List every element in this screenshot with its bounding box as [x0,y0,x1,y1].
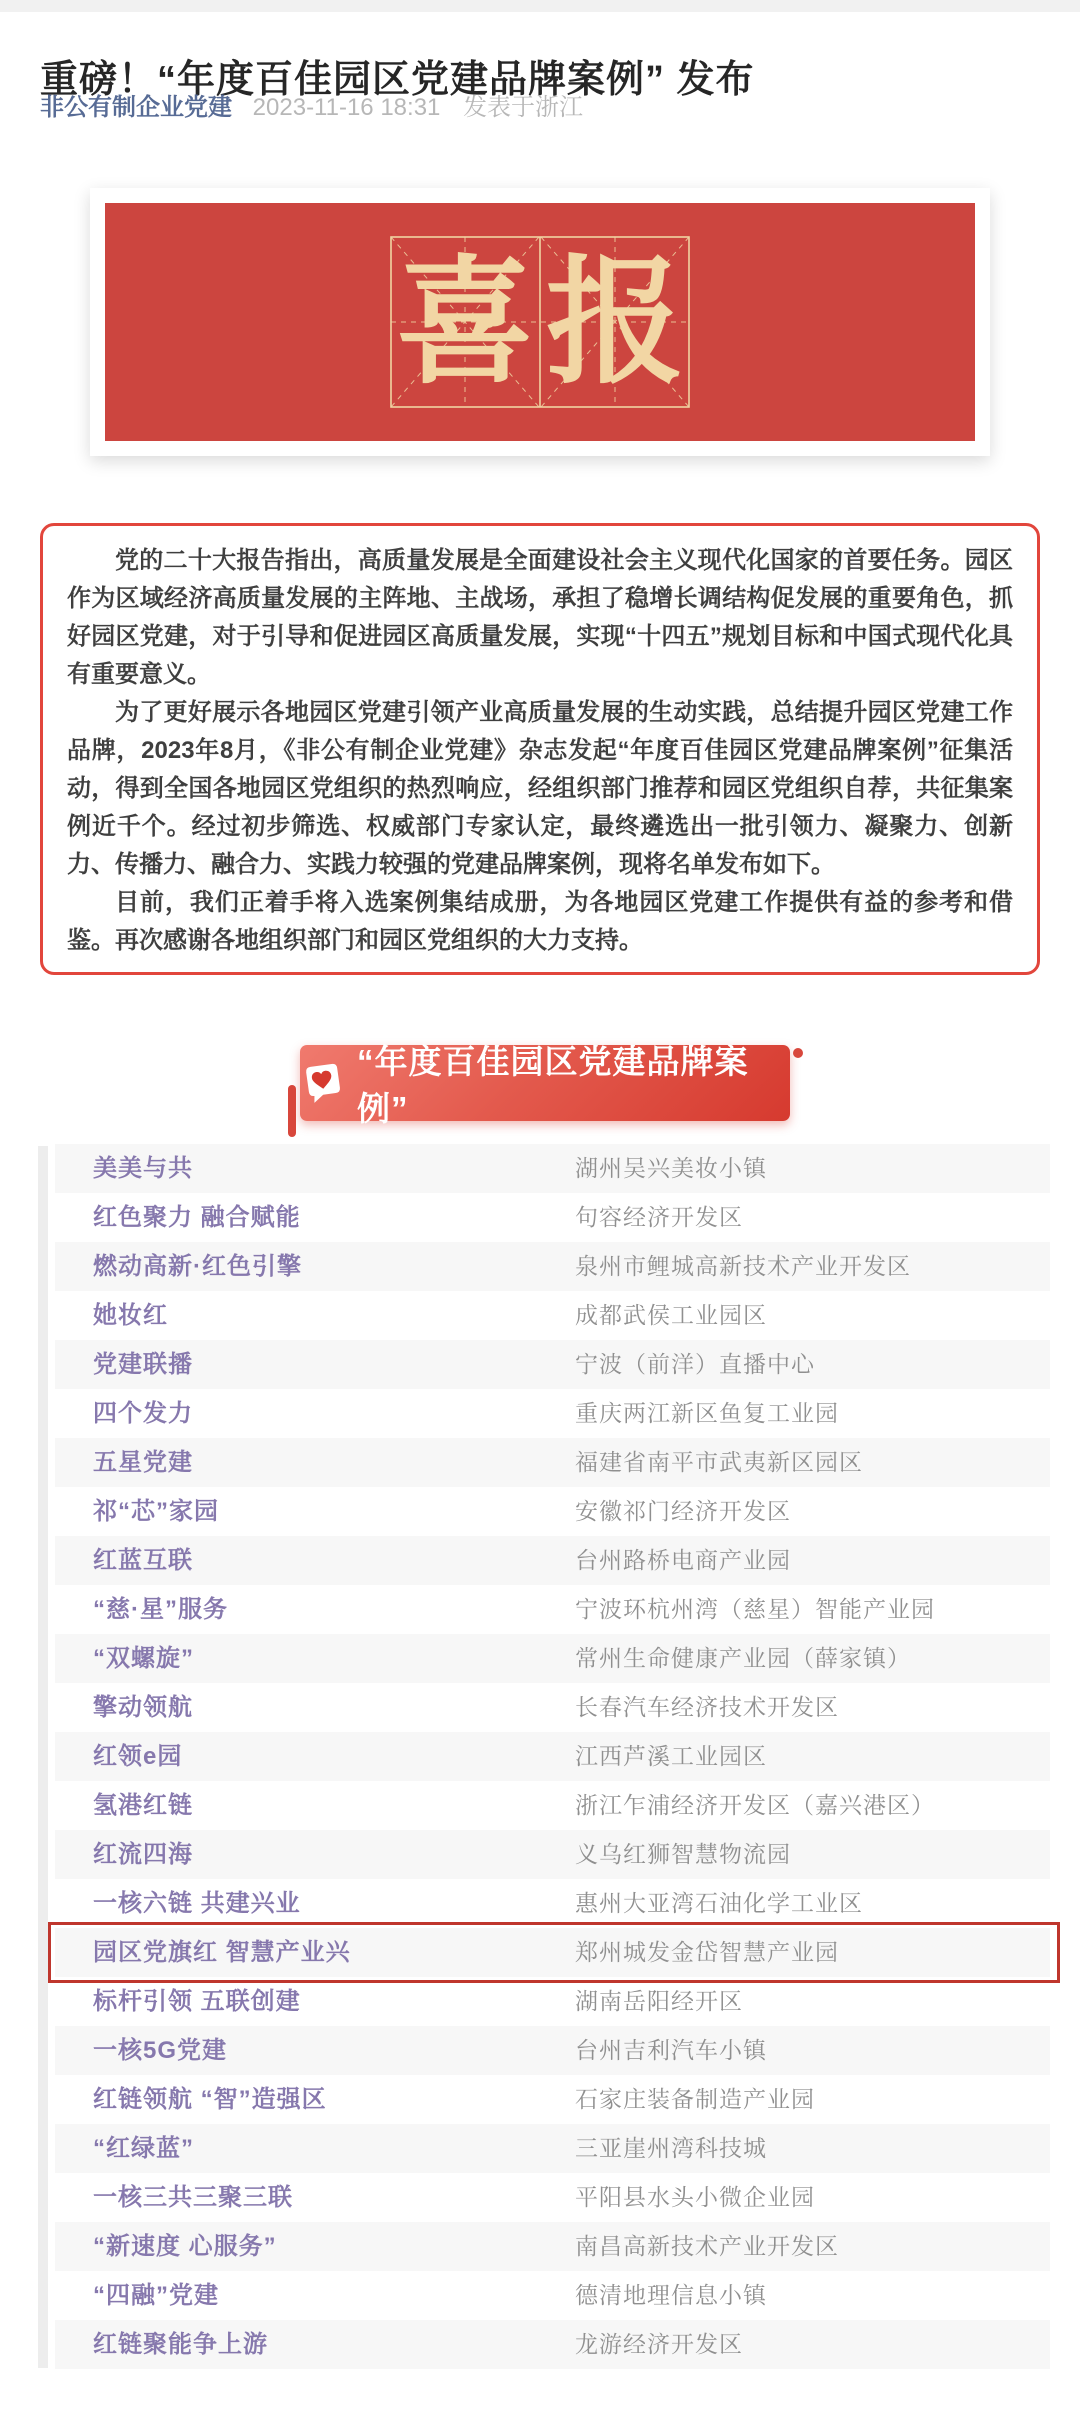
table-row [55,1634,1050,1683]
table-row [55,1438,1050,1487]
section-ribbon-label: “年度百佳园区党建品牌案例” [356,1043,749,1127]
good-news-banner [90,188,990,456]
table-row [55,1585,1050,1634]
intro-paragraph: 目前，我们正着手将入选案例集结成册，为各地园区党建工作提供有益的参考和借鉴。再次感谢各地组织部门和园区党组织的大力支持。 [67,889,1013,954]
good-news-calligraphy-grid [390,236,690,408]
table-row [55,1389,1050,1438]
byline [40,92,1040,124]
park-name: 三亚崖州湾科技城 [575,2135,767,2161]
heart-bubble-icon [300,1060,345,1106]
table-row [55,1683,1050,1732]
brand-name: 红领e园 [93,1743,183,1770]
park-name: 福建省南平市武夷新区园区 [575,1449,863,1475]
table-row [55,1340,1050,1389]
park-name: 惠州大亚湾石油化学工业区 [575,1890,863,1916]
table-row [55,2026,1050,2075]
ribbon-accent-bar [288,1085,296,1137]
brand-name: “慈·星”服务 [93,1596,228,1623]
brand-name: 党建联播 [93,1351,193,1378]
brand-name: 五星党建 [93,1449,193,1476]
park-name: 台州吉利汽车小镇 [575,2037,767,2063]
table-row [55,1536,1050,1585]
table-row [55,1879,1050,1928]
table-row [55,2124,1050,2173]
brand-name: 标杆引领 五联创建 [93,1988,301,2015]
ribbon-decor-dot [793,1048,803,1058]
publish-datetime: 2023-11-16 18:31 [252,94,441,121]
publish-location: 发表于浙江 [463,94,584,121]
table-row [55,1193,1050,1242]
park-name: 浙江乍浦经济开发区（嘉兴港区） [575,1792,935,1818]
park-name: 江西芦溪工业园区 [575,1743,767,1769]
banner-char-bao: 报 [545,246,685,400]
park-name: 常州生命健康产业园（薛家镇） [575,1645,911,1671]
account-link[interactable]: 非公有制企业党建 [40,94,232,121]
section-ribbon [300,1043,790,1127]
park-name: 德清地理信息小镇 [575,2282,767,2308]
park-name: 台州路桥电商产业园 [575,1547,791,1573]
brand-name: “新速度 心服务” [93,2233,277,2260]
park-name: 成都武侯工业园区 [575,1302,767,1328]
table-row [55,2222,1050,2271]
brand-name: 美美与共 [93,1155,193,1182]
table-row [55,1977,1050,2026]
good-news-red-panel [105,203,975,441]
table-row [55,1487,1050,1536]
park-name: 安徽祁门经济开发区 [575,1498,791,1524]
brand-name: 氢港红链 [93,1792,193,1819]
table-row [55,1242,1050,1291]
park-name: 龙游经济开发区 [575,2331,743,2357]
park-name: 宁波环杭州湾（慈星）智能产业园 [575,1596,935,1622]
top-divider [0,0,1080,12]
park-name: 石家庄装备制造产业园 [575,2086,815,2112]
table-row [55,2075,1050,2124]
brand-name: 红蓝互联 [93,1547,193,1574]
brand-name: “红绿蓝” [93,2135,194,2162]
brand-name: 一核六链 共建兴业 [93,1890,301,1917]
park-name: 宁波（前洋）直播中心 [575,1351,815,1377]
intro-paragraph: 为了更好展示各地园区党建引领产业高质量发展的生动实践，总结提升园区党建工作品牌，2023年8月，《非公有制企业党建》杂志发起“年度百佳园区党建品牌案例”征集活动，得到全国各地园区党组织的热烈响应，经组织部门推荐和园区党组织自荐，共征集案例近千个。经过初步筛选、权威部门专家认定，最终遴选出一批引领力、凝聚力、创新力、传播力、融合力、实践力较强的党建品牌案例，现将名单发布如下。 [67,699,1013,878]
brand-name: 燃动高新·红色引擎 [93,1253,302,1280]
brand-name: 红色聚力 融合赋能 [93,1204,301,1231]
brand-name: 园区党旗红 智慧产业兴 [93,1939,351,1966]
table-row [55,1732,1050,1781]
brand-name: “双螺旋” [93,1645,194,1672]
table-row [55,1830,1050,1879]
brand-name: 一核5G党建 [93,2037,228,2064]
intro-paragraph: 党的二十大报告指出，高质量发展是全面建设社会主义现代化国家的首要任务。园区作为区域经济高质量发展的主阵地、主战场，承担了稳增长调结构促发展的重要角色，抓好园区党建，对于引导和促进园区高质量发展，实现“十四五”规划目标和中国式现代化具有重要意义。 [67,547,1013,688]
table-row [55,1144,1050,1193]
park-name: 湖州吴兴美妆小镇 [575,1155,767,1181]
park-name: 南昌高新技术产业开发区 [575,2233,839,2259]
brand-name: 擎动领航 [93,1694,193,1721]
brand-name: “四融”党建 [93,2282,219,2309]
brand-name: 红链聚能争上游 [93,2331,268,2358]
park-name: 长春汽车经济技术开发区 [575,1694,839,1720]
brand-table [55,1144,1050,2369]
brand-name: 一核三共三聚三联 [93,2184,293,2211]
brand-name: 红流四海 [93,1841,193,1868]
park-name: 郑州城发金岱智慧产业园 [575,1939,839,1965]
page-title: 重磅！“年度百佳园区党建品牌案例” 发布 [40,59,755,102]
table-row-highlighted [55,1928,1050,1977]
brand-name: 祁“芯”家园 [93,1498,219,1525]
table-row [55,2320,1050,2369]
brand-name: 红链领航 “智”造强区 [93,2086,327,2113]
intro-text-box [40,523,1040,975]
table-left-border [38,1146,48,2368]
table-row [55,2173,1050,2222]
brand-name: 四个发力 [93,1400,193,1427]
table-row [55,2271,1050,2320]
table-row [55,1291,1050,1340]
park-name: 平阳县水头小微企业园 [575,2184,815,2210]
park-name: 义乌红狮智慧物流园 [575,1841,791,1867]
park-name: 句容经济开发区 [575,1204,743,1230]
park-name: 湖南岳阳经开区 [575,1988,743,2014]
banner-char-xi: 喜 [395,246,535,400]
brand-name: 她妆红 [93,1302,168,1329]
table-row [55,1781,1050,1830]
park-name: 重庆两江新区鱼复工业园 [575,1400,839,1426]
park-name: 泉州市鲤城高新技术产业开发区 [575,1253,911,1279]
